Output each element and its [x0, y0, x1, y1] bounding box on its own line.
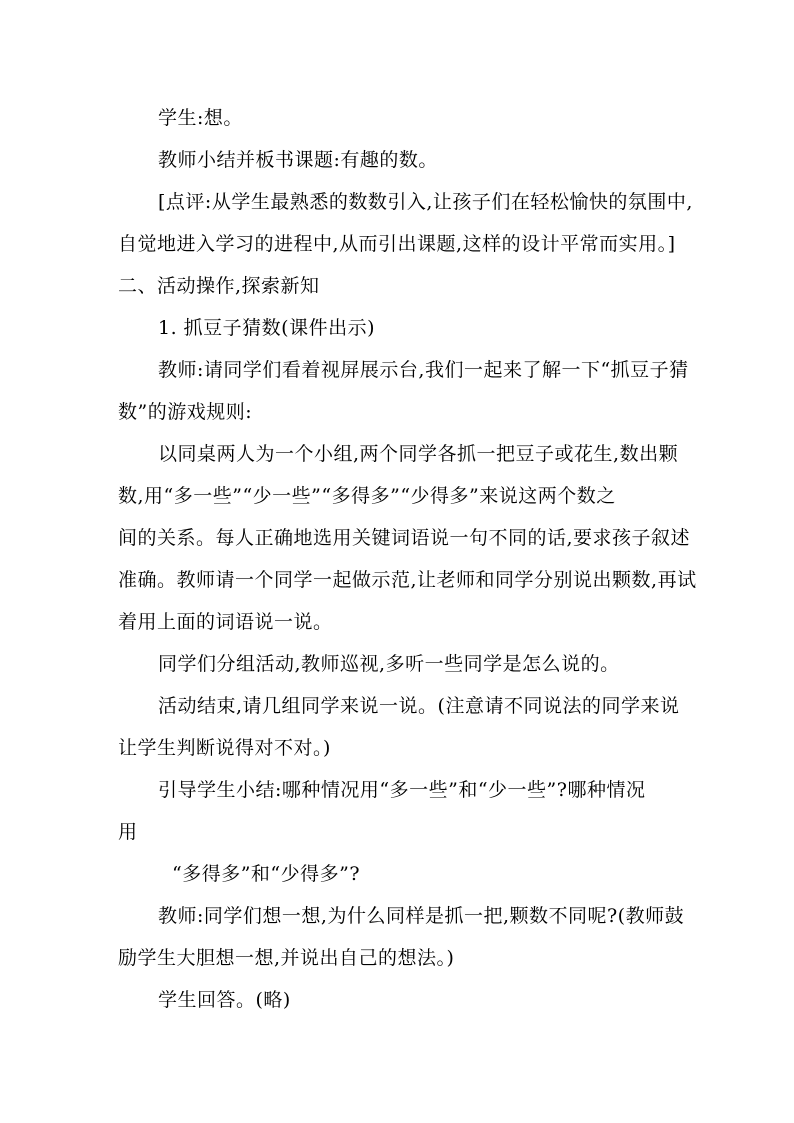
paragraph-line: 数”的游戏规则:: [118, 401, 253, 423]
paragraph-line: 同学们分组活动,教师巡视,多听一些同学是怎么说的。: [158, 653, 620, 675]
paragraph-line: 学生回答。(略): [158, 989, 291, 1011]
paragraph-line: 教师小结并板书课题:有趣的数。: [158, 149, 438, 171]
subsection-heading: 1. 抓豆子猜数(课件出示): [158, 317, 375, 339]
paragraph-line: 引导学生小结:哪种情况用“多一些”和“少一些”?哪种情况: [158, 779, 646, 801]
paragraph-line: 数,用“多一些”“少一些”“多得多”“少得多”来说这两个数之: [118, 485, 616, 507]
paragraph-line: 准确。教师请一个同学一起做示范,让老师和同学分别说出颗数,再试: [118, 569, 697, 591]
paragraph-line: 教师:同学们想一想,为什么同样是抓一把,颗数不同呢?(教师鼓: [158, 905, 685, 927]
paragraph-line: 让学生判断说得对不对。): [118, 737, 331, 759]
review-note-line: 自觉地进入学习的进程中,从而引出课题,这样的设计平常而实用。]: [118, 233, 676, 255]
paragraph-line: “多得多”和“少得多”?: [172, 863, 361, 885]
section-heading: 二、活动操作,探索新知: [118, 275, 320, 297]
paragraph-line: 学生:想。: [158, 107, 243, 129]
paragraph-line: 以同桌两人为一个小组,两个同学各抓一把豆子或花生,数出颗: [158, 443, 679, 465]
paragraph-line: 用: [118, 821, 138, 843]
paragraph-line: 着用上面的词语说一说。: [118, 611, 333, 633]
paragraph-line: 励学生大胆想一想,并说出自己的想法。): [118, 947, 455, 969]
paragraph-line: 间的关系。每人正确地选用关键词语说一句不同的话,要求孩子叙述: [118, 527, 691, 549]
paragraph-line: 活动结束,请几组同学来说一说。(注意请不同说法的同学来说: [158, 695, 680, 717]
paragraph-line: 教师:请同学们看着视屏展示台,我们一起来了解一下“抓豆子猜: [158, 359, 689, 381]
review-note-line: [点评:从学生最熟悉的数数引入,让孩子们在轻松愉快的氛围中,: [158, 191, 693, 213]
